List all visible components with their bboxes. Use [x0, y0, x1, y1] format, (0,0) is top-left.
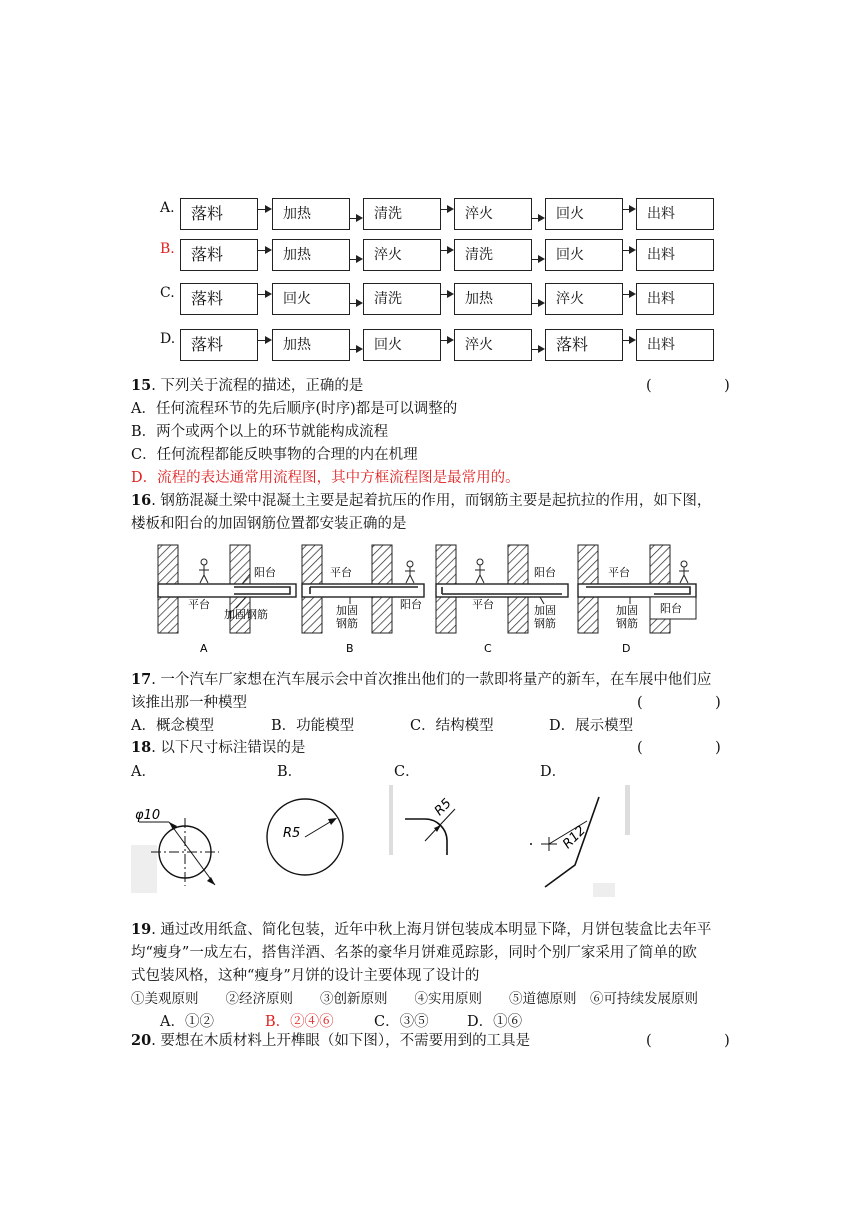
flow-step-box: 回火 [272, 283, 350, 315]
dim-d-label: R12 [560, 823, 589, 852]
flow-step-box: 落料 [180, 239, 258, 271]
flow-step-box: 出料 [636, 239, 714, 271]
fig-a-pingtai: 平台 [188, 598, 210, 611]
flow-arrow [532, 303, 543, 304]
question-18-paren: ( ) [637, 740, 721, 756]
question-19-option-b: B．②④⑥ [265, 1014, 334, 1030]
question-15-answer-d: D．流程的表达通常用流程图，其中方框流程图是最常用的。 [131, 470, 520, 486]
flow-arrow [441, 294, 452, 295]
flow-arrow [350, 259, 361, 260]
fig-d-letter: D [622, 642, 631, 655]
question-20-text: . 要想在木质材料上开榫眼（如下图），不需要用到的工具是 [151, 1033, 531, 1049]
dim-c-label: R5 [431, 796, 455, 819]
question-15-stem [131, 376, 363, 396]
fig-b-yangtai: 阳台 [400, 598, 422, 611]
fig-c-yangtai: 阳台 [534, 566, 556, 579]
dim-figure-c [389, 785, 455, 855]
question-17-option-a: A．概念模型 [131, 718, 214, 734]
flow-step-box: 加热 [454, 283, 532, 315]
question-17-option-b: B．功能模型 [271, 718, 355, 734]
figure-b [302, 545, 424, 655]
question-15-paren: ( ) [646, 378, 730, 394]
flow-step-box: 加热 [272, 198, 350, 230]
question-18-stem [131, 738, 305, 758]
flow-step-box: 出料 [636, 329, 714, 361]
flow-arrow [258, 209, 270, 210]
flow-arrow [258, 250, 270, 251]
question-17-paren: ( ) [637, 695, 721, 711]
figure-c [436, 545, 568, 655]
fig-b-pingtai: 平台 [330, 566, 352, 579]
flow-option-label: A. [160, 200, 175, 216]
question-19-option-c: C．③⑤ [374, 1014, 429, 1030]
flow-step-box: 清洗 [454, 239, 532, 271]
flow-arrow [623, 250, 634, 251]
question-15-option-c: C．任何流程都能反映事物的合理的内在机理 [131, 447, 418, 463]
flow-arrow [350, 303, 361, 304]
dim-b-label: R5 [283, 826, 301, 841]
question-17-option-d: D．展示模型 [549, 718, 634, 734]
question-19-option-a: A．①② [160, 1014, 214, 1030]
question-18-figures [125, 785, 645, 900]
question-15-option-b: B．两个或两个以上的环节就能构成流程 [131, 424, 389, 440]
fig-b-jiagu1: 加固 [336, 604, 358, 617]
question-15-option-a: A．任何流程环节的先后顺序(时序)都是可以调整的 [131, 401, 458, 417]
flow-arrow [441, 340, 452, 341]
fig-d-pingtai: 平台 [608, 566, 630, 579]
flow-step-box: 落料 [180, 283, 258, 315]
flow-step-box: 淬火 [454, 198, 532, 230]
fig-a-letter: A [200, 642, 208, 655]
question-16-line2: 楼板和阳台的加固钢筋位置都安装正确的是 [131, 516, 407, 532]
fig-c-letter: C [484, 642, 492, 655]
question-16-text: . 钢筋混凝土梁中混凝土主要是起着抗压的作用，而钢筋主要是起抗拉的作用，如下图， [151, 493, 712, 509]
question-19-option-d: D．①⑥ [467, 1014, 523, 1030]
question-19-line2: 均“瘦身”一成左右，搭售洋酒、名茶的豪华月饼难觅踪影，同时个别厂家采用了简单的欧 [131, 945, 697, 961]
dim-figure-b [267, 799, 343, 875]
question-20-number: 20 [131, 1032, 152, 1049]
flow-step-box: 落料 [180, 198, 258, 230]
flow-step-box: 清洗 [363, 283, 441, 315]
question-19-text: . 通过改用纸盒、简化包装，近年中秋上海月饼包装成本明显下降，月饼包装盒比去年平 [151, 922, 712, 938]
flow-arrow [258, 340, 270, 341]
question-17-line2: 该推出那一种模型 [131, 695, 247, 711]
question-17-text: . 一个汽车厂家想在汽车展示会中首次推出他们的一款即将量产的新车，在车展中他们应 [151, 672, 712, 688]
flow-step-box: 清洗 [363, 198, 441, 230]
question-18-number: 18 [131, 739, 152, 756]
question-16-figures [150, 540, 710, 660]
question-19-line3: 式包装风格，这种“瘦身”月饼的设计主要体现了设计的 [131, 968, 480, 984]
question-15-number: 15 [131, 377, 152, 394]
question-18-text: . 以下尺寸标注错误的是 [151, 740, 306, 756]
fig-c-jiagu2: 钢筋 [534, 617, 556, 630]
fig-a-jiagu: 加固钢筋 [224, 608, 268, 621]
flow-arrow [350, 218, 361, 219]
question-15-text: . 下列关于流程的描述，正确的是 [151, 378, 364, 394]
question-20-paren: ( ) [646, 1033, 730, 1049]
flow-arrow [623, 340, 634, 341]
fig-d-yangtai: 阳台 [660, 602, 682, 615]
flow-arrow [532, 259, 543, 260]
question-19-number: 19 [131, 921, 152, 938]
dim-figure-d [530, 785, 630, 897]
flow-arrow [441, 209, 452, 210]
dim-a-label: φ10 [135, 808, 161, 823]
question-17-line1 [131, 670, 711, 690]
flow-step-box: 回火 [545, 198, 623, 230]
question-18-option-d: D． [540, 764, 567, 780]
flow-arrow [258, 294, 270, 295]
flow-arrow [532, 218, 543, 219]
flow-arrow [623, 294, 634, 295]
question-16-line1 [131, 491, 711, 511]
flow-arrow [441, 250, 452, 251]
flow-step-box: 回火 [545, 239, 623, 271]
flow-step-box: 加热 [272, 239, 350, 271]
fig-a-yangtai: 阳台 [254, 566, 276, 579]
flow-step-box: 落料 [180, 329, 258, 361]
flow-option-label: B. [160, 241, 175, 257]
question-18-option-a: A． [131, 764, 156, 780]
figure-d [578, 545, 696, 655]
flow-step-box: 出料 [636, 198, 714, 230]
flow-step-box: 落料 [545, 329, 623, 361]
question-18-option-b: B． [277, 764, 303, 780]
question-19-line1 [131, 920, 711, 940]
question-16-number: 16 [131, 492, 152, 509]
fig-b-letter: B [346, 642, 354, 655]
flow-option-label: C. [160, 285, 175, 301]
flow-step-box: 淬火 [545, 283, 623, 315]
flow-step-box: 淬火 [454, 329, 532, 361]
fig-c-pingtai: 平台 [472, 598, 494, 611]
question-17-number: 17 [131, 671, 152, 688]
flow-step-box: 回火 [363, 329, 441, 361]
question-19-principles: ①美观原则 ②经济原则 ③创新原则 ④实用原则 ⑤道德原则 ⑥可持续发展原则 [131, 991, 698, 1007]
flow-step-box: 加热 [272, 329, 350, 361]
flow-step-box: 淬火 [363, 239, 441, 271]
question-18-option-c: C． [394, 764, 420, 780]
flow-arrow [623, 209, 634, 210]
flow-arrow [532, 349, 543, 350]
flow-option-label: D. [160, 331, 176, 347]
figure-a [158, 545, 296, 655]
flow-step-box: 出料 [636, 283, 714, 315]
fig-b-jiagu2: 钢筋 [336, 617, 358, 630]
fig-d-jiagu1: 加固 [616, 604, 638, 617]
dim-figure-a [131, 808, 219, 893]
fig-c-jiagu1: 加固 [534, 604, 556, 617]
fig-d-jiagu2: 钢筋 [616, 617, 638, 630]
question-17-option-c: C．结构模型 [410, 718, 494, 734]
flow-arrow [350, 349, 361, 350]
question-20-stem [131, 1031, 530, 1051]
